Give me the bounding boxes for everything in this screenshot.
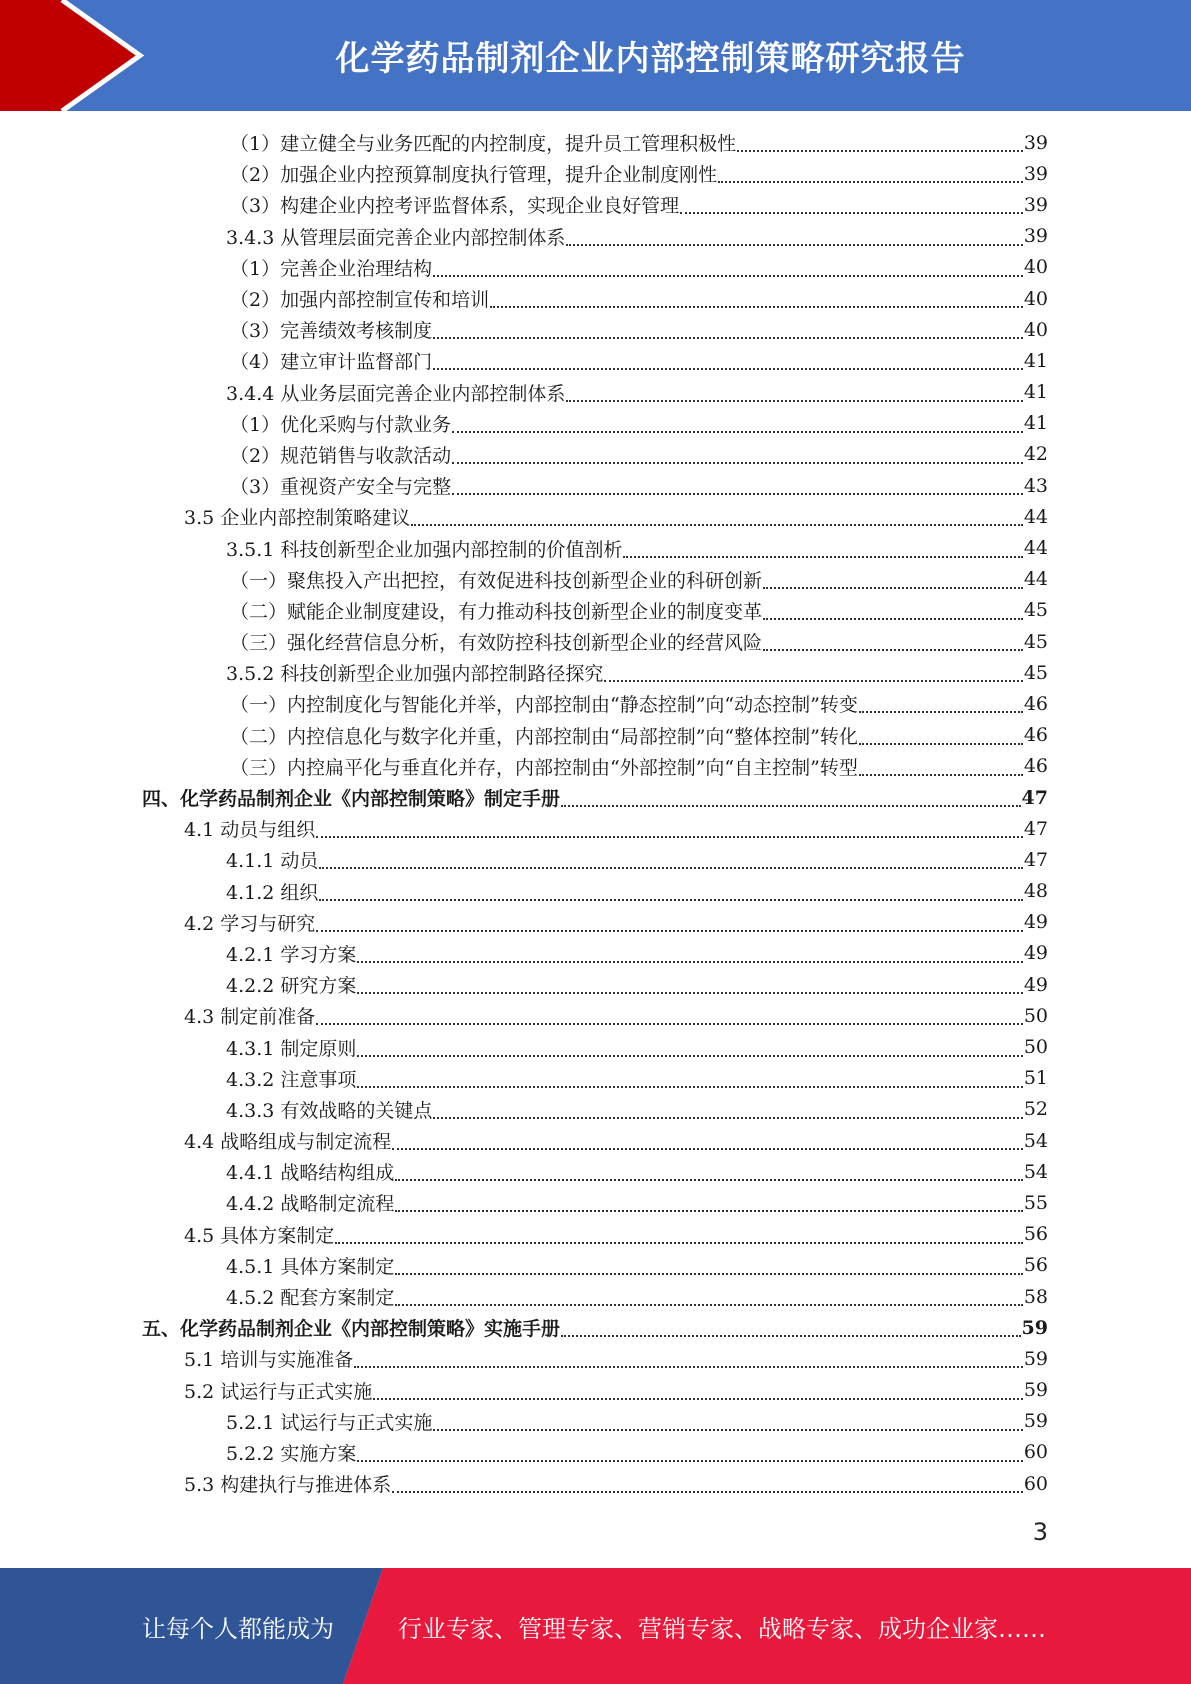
toc-entry-page: 46	[1023, 724, 1048, 747]
toc-entry[interactable]	[0, 876, 1191, 907]
toc-entry-page: 54	[1023, 1129, 1048, 1152]
red-chevron-icon	[0, 0, 160, 111]
toc-entry[interactable]	[0, 377, 1191, 408]
toc-entry[interactable]	[0, 127, 1191, 158]
toc-entry[interactable]	[0, 1000, 1191, 1031]
toc-entry-page: 59	[1023, 1347, 1048, 1370]
toc-entry-page: 59	[1023, 1410, 1048, 1433]
dot-leader	[357, 1067, 1022, 1088]
page-footer	[0, 1568, 1191, 1684]
toc-entry[interactable]	[0, 782, 1191, 813]
toc-entry-label: （1）优化采购与付款业务	[230, 413, 452, 436]
dot-leader	[452, 474, 1023, 495]
toc-entry[interactable]	[0, 626, 1191, 657]
toc-entry-label: 5.1 培训与实施准备	[184, 1349, 354, 1372]
toc-entry-label: 4.3 制定前准备	[184, 1006, 316, 1029]
toc-entry[interactable]	[0, 720, 1191, 751]
toc-entry[interactable]	[0, 470, 1191, 501]
dot-leader	[354, 1347, 1023, 1368]
toc-entry-page: 43	[1023, 474, 1048, 497]
toc-entry[interactable]	[0, 1437, 1191, 1468]
page-header	[0, 0, 1191, 111]
toc-entry[interactable]	[0, 252, 1191, 283]
dot-leader	[395, 1160, 1022, 1181]
toc-entry-label: 4.2 学习与研究	[184, 912, 316, 935]
dot-leader	[357, 942, 1022, 963]
dot-leader	[566, 225, 1022, 246]
table-of-contents	[0, 127, 1191, 1499]
toc-entry[interactable]	[0, 189, 1191, 220]
toc-entry-label: 4.4.2 战略制定流程	[226, 1193, 395, 1216]
toc-entry-page: 42	[1023, 443, 1048, 466]
dot-leader	[452, 443, 1023, 464]
dot-leader	[604, 661, 1022, 682]
dot-leader	[335, 1223, 1023, 1244]
page-number: 3	[1032, 1518, 1048, 1546]
dot-leader	[859, 755, 1023, 776]
toc-entry-page: 40	[1023, 256, 1048, 279]
toc-entry-page: 40	[1023, 287, 1048, 310]
toc-entry-label: 5.2 试运行与正式实施	[184, 1380, 373, 1403]
toc-entry-page: 58	[1023, 1285, 1048, 1308]
toc-entry[interactable]	[0, 844, 1191, 875]
toc-entry[interactable]	[0, 1187, 1191, 1218]
toc-entry-label: 4.3.2 注意事项	[226, 1068, 357, 1091]
toc-entry[interactable]	[0, 1063, 1191, 1094]
dot-leader	[433, 256, 1023, 277]
toc-entry-label: 4.1 动员与组织	[184, 819, 316, 842]
toc-entry[interactable]	[0, 1406, 1191, 1437]
dot-leader	[737, 131, 1023, 152]
toc-entry-page: 39	[1023, 131, 1048, 154]
toc-entry[interactable]	[0, 1312, 1191, 1343]
toc-entry-page: 60	[1023, 1441, 1048, 1464]
toc-entry-page: 40	[1023, 318, 1048, 341]
toc-entry-page: 46	[1023, 755, 1048, 778]
dot-leader	[433, 349, 1023, 370]
dot-leader	[392, 1472, 1023, 1493]
toc-entry-page: 49	[1023, 911, 1048, 934]
toc-entry-page: 56	[1023, 1223, 1048, 1246]
dot-leader	[357, 1036, 1022, 1057]
toc-entry-label: 5.3 构建执行与推进体系	[184, 1474, 392, 1497]
toc-entry[interactable]	[0, 532, 1191, 563]
toc-entry-page: 44	[1023, 568, 1048, 591]
toc-entry-page: 48	[1023, 880, 1048, 903]
dot-leader	[395, 1285, 1022, 1306]
toc-entry-label: 3.4.4 从业务层面完善企业内部控制体系	[226, 382, 566, 405]
dot-leader	[680, 193, 1023, 214]
toc-entry-label: 四、化学药品制剂企业《内部控制策略》制定手册	[142, 788, 561, 811]
toc-entry-page: 45	[1023, 661, 1048, 684]
toc-entry[interactable]	[0, 314, 1191, 345]
toc-entry-label: 5.2.2 实施方案	[226, 1442, 357, 1465]
toc-entry-page: 47	[1021, 786, 1048, 809]
dot-leader	[395, 1254, 1022, 1275]
dot-leader	[357, 1441, 1022, 1462]
toc-entry[interactable]	[0, 1250, 1191, 1281]
toc-entry-page: 59	[1021, 1316, 1048, 1339]
dot-leader	[357, 973, 1022, 994]
toc-entry-page: 56	[1023, 1254, 1048, 1277]
toc-entry[interactable]	[0, 1156, 1191, 1187]
toc-entry[interactable]	[0, 501, 1191, 532]
toc-entry-label: （二）赋能企业制度建设，有力推动科技创新型企业的制度变革	[230, 600, 763, 623]
toc-entry[interactable]	[0, 221, 1191, 252]
toc-entry-page: 46	[1023, 692, 1048, 715]
toc-entry-page: 47	[1023, 817, 1048, 840]
toc-entry-page: 54	[1023, 1160, 1048, 1183]
dot-leader	[763, 599, 1023, 620]
toc-entry-label: 4.1.2 组织	[226, 881, 319, 904]
toc-entry-page: 45	[1023, 599, 1048, 622]
toc-entry-label: （三）内控扁平化与垂直化并存，内部控制由“外部控制”向“自主控制”转型	[230, 756, 858, 779]
toc-entry[interactable]	[0, 1125, 1191, 1156]
toc-entry-label: 3.5.2 科技创新型企业加强内部控制路径探究	[226, 663, 604, 686]
dot-leader	[316, 817, 1023, 838]
toc-entry-label: （3）构建企业内控考评监督体系，实现企业良好管理	[230, 195, 680, 218]
toc-entry-label: （2）加强企业内控预算制度执行管理，提升企业制度刚性	[230, 164, 718, 187]
dot-leader	[561, 786, 1021, 807]
toc-entry-page: 44	[1023, 537, 1048, 560]
toc-entry-label: 4.5.2 配套方案制定	[226, 1287, 395, 1310]
footer-slogan-right: 行业专家、管理专家、营销专家、战略专家、成功企业家……	[398, 1614, 1046, 1643]
dot-leader	[452, 412, 1023, 433]
toc-entry-label: （4）建立审计监督部门	[230, 351, 433, 374]
toc-entry-label: （二）内控信息化与数字化并重，内部控制由“局部控制”向“整体控制”转化	[230, 725, 858, 748]
toc-entry-label: 3.4.3 从管理层面完善企业内部控制体系	[226, 226, 566, 249]
toc-entry[interactable]	[0, 345, 1191, 376]
toc-entry-label: 4.5 具体方案制定	[184, 1224, 335, 1247]
dot-leader	[859, 724, 1023, 745]
toc-entry-page: 59	[1023, 1379, 1048, 1402]
toc-entry[interactable]	[0, 907, 1191, 938]
dot-leader	[561, 1316, 1021, 1337]
toc-entry-label: 4.2.2 研究方案	[226, 975, 357, 998]
dot-leader	[623, 537, 1022, 558]
toc-entry-page: 39	[1023, 162, 1048, 185]
toc-entry-label: 4.4.1 战略结构组成	[226, 1162, 395, 1185]
toc-entry[interactable]	[0, 938, 1191, 969]
toc-entry[interactable]	[0, 657, 1191, 688]
toc-entry[interactable]	[0, 564, 1191, 595]
dot-leader	[433, 1098, 1022, 1119]
toc-entry-page: 60	[1023, 1472, 1048, 1495]
toc-entry-label: 4.2.1 学习方案	[226, 943, 357, 966]
report-title: 化学药品制剂企业内部控制策略研究报告	[335, 39, 966, 79]
toc-entry-page: 44	[1023, 505, 1048, 528]
toc-entry[interactable]	[0, 969, 1191, 1000]
dot-leader	[373, 1379, 1023, 1400]
dot-leader	[490, 287, 1023, 308]
toc-entry[interactable]	[0, 595, 1191, 626]
toc-entry-page: 49	[1023, 942, 1048, 965]
toc-entry-label: 4.5.1 具体方案制定	[226, 1255, 395, 1278]
dot-leader	[763, 630, 1023, 651]
toc-entry-label: （2）规范销售与收款活动	[230, 444, 452, 467]
toc-entry-page: 41	[1023, 412, 1048, 435]
dot-leader	[433, 318, 1023, 339]
toc-entry[interactable]	[0, 439, 1191, 470]
toc-entry[interactable]	[0, 751, 1191, 782]
toc-entry-page: 41	[1023, 381, 1048, 404]
toc-entry-label: （2）加强内部控制宣传和培训	[230, 289, 490, 312]
toc-entry-label: 3.5 企业内部控制策略建议	[184, 507, 411, 530]
dot-leader	[316, 911, 1023, 932]
dot-leader	[395, 1191, 1022, 1212]
dot-leader	[433, 1410, 1022, 1431]
toc-entry[interactable]	[0, 1281, 1191, 1312]
toc-entry-label: 4.3.1 制定原则	[226, 1037, 357, 1060]
toc-entry-label: （一）聚焦投入产出把控，有效促进科技创新型企业的科研创新	[230, 569, 763, 592]
toc-entry-label: 五、化学药品制剂企业《内部控制策略》实施手册	[142, 1318, 561, 1341]
toc-entry-label: （一）内控制度化与智能化并举，内部控制由“静态控制”向“动态控制”转变	[230, 694, 858, 717]
toc-entry-label: （3）完善绩效考核制度	[230, 320, 433, 343]
toc-entry[interactable]	[0, 813, 1191, 844]
dot-leader	[411, 505, 1023, 526]
dot-leader	[316, 1004, 1023, 1025]
toc-entry-label: 4.1.1 动员	[226, 850, 319, 873]
toc-entry-page: 52	[1023, 1098, 1048, 1121]
toc-entry[interactable]	[0, 408, 1191, 439]
toc-entry-page: 55	[1023, 1191, 1048, 1214]
toc-entry-label: （1）完善企业治理结构	[230, 257, 433, 280]
toc-entry-label: 4.3.3 有效战略的关键点	[226, 1099, 433, 1122]
dot-leader	[319, 848, 1022, 869]
toc-entry[interactable]	[0, 1343, 1191, 1374]
dot-leader	[566, 381, 1022, 402]
toc-entry[interactable]	[0, 1375, 1191, 1406]
dot-leader	[319, 880, 1022, 901]
toc-entry[interactable]	[0, 283, 1191, 314]
toc-entry[interactable]	[0, 1468, 1191, 1499]
toc-entry[interactable]	[0, 1219, 1191, 1250]
toc-entry[interactable]	[0, 1094, 1191, 1125]
toc-entry-page: 50	[1023, 1004, 1048, 1027]
toc-entry-page: 47	[1023, 848, 1048, 871]
toc-entry-page: 49	[1023, 973, 1048, 996]
toc-entry-label: 4.4 战略组成与制定流程	[184, 1131, 392, 1154]
footer-slogan-left: 让每个人都能成为	[142, 1614, 334, 1643]
toc-entry-label: 3.5.1 科技创新型企业加强内部控制的价值剖析	[226, 538, 623, 561]
toc-entry[interactable]	[0, 1031, 1191, 1062]
dot-leader	[392, 1129, 1023, 1150]
toc-entry-page: 39	[1023, 225, 1048, 248]
dot-leader	[718, 162, 1023, 183]
toc-entry[interactable]	[0, 158, 1191, 189]
toc-entry-page: 39	[1023, 193, 1048, 216]
dot-leader	[763, 568, 1023, 589]
toc-entry-page: 50	[1023, 1036, 1048, 1059]
dot-leader	[859, 692, 1023, 713]
toc-entry-label: 5.2.1 试运行与正式实施	[226, 1411, 433, 1434]
toc-entry-page: 51	[1023, 1067, 1048, 1090]
toc-entry[interactable]	[0, 688, 1191, 719]
toc-entry-label: （三）强化经营信息分析，有效防控科技创新型企业的经营风险	[230, 632, 763, 655]
toc-entry-page: 41	[1023, 349, 1048, 372]
toc-entry-page: 45	[1023, 630, 1048, 653]
toc-entry-label: （1）建立健全与业务匹配的内控制度，提升员工管理积极性	[230, 133, 737, 156]
toc-entry-label: （3）重视资产安全与完整	[230, 476, 452, 499]
